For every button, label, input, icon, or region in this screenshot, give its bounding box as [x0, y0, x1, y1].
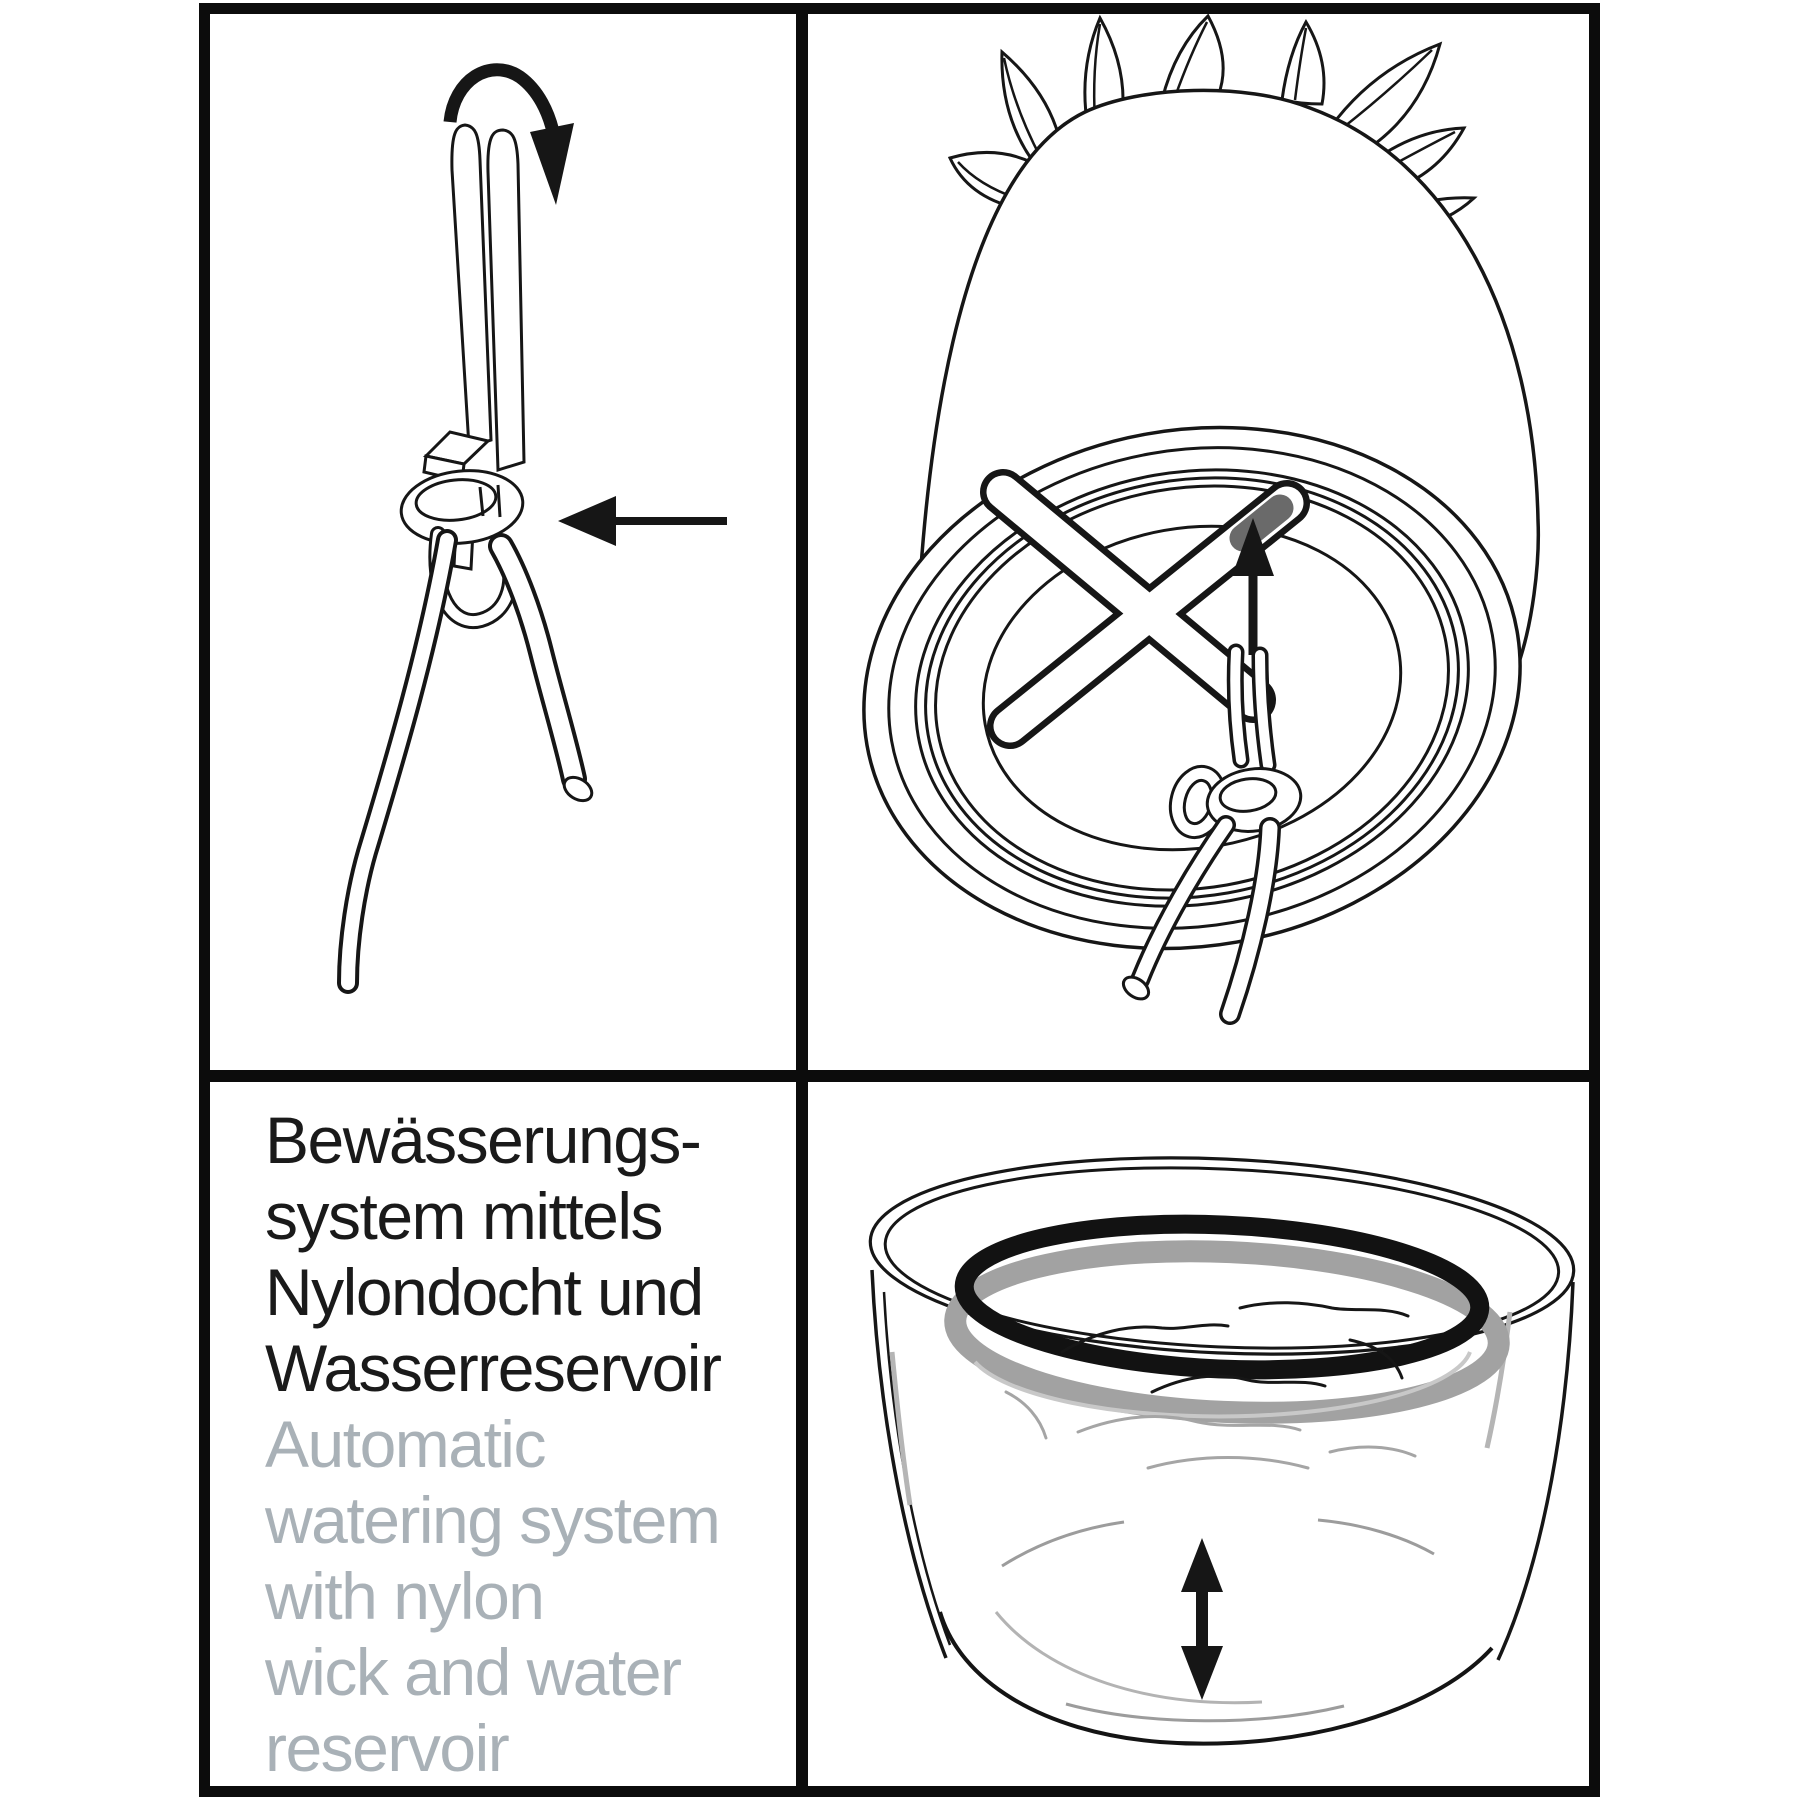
horizontal-divider: [199, 1070, 1600, 1082]
nylon-wick-folded: [452, 125, 524, 470]
caption-en-line: with nylon: [265, 1559, 544, 1633]
panel-caption: [210, 1082, 796, 1786]
caption-en-line: Automatic: [265, 1407, 545, 1481]
reservoir-drawing: [808, 1082, 1589, 1786]
caption-de-line: Bewässerungs-: [265, 1103, 701, 1177]
wick-loose-ends: [348, 540, 596, 983]
arrow-left-icon: [558, 496, 727, 546]
pot-drawing: [808, 14, 1589, 1070]
caption-de-line: Nylondocht und: [265, 1255, 703, 1329]
caption-en-line: wick and water: [265, 1635, 681, 1709]
vertical-divider: [796, 3, 808, 1797]
panel-reservoir: [808, 1082, 1589, 1786]
panel-wick-knot: [210, 14, 796, 1070]
panel-pot-bottom: [808, 14, 1589, 1070]
caption-block: [265, 1102, 785, 1786]
caption-en-line: watering system: [265, 1483, 720, 1557]
wick-knot-drawing: [210, 14, 796, 1070]
caption-de-line: Wasserreservoir: [265, 1331, 721, 1405]
reservoir-bottom: [940, 1520, 1492, 1744]
arrow-up-down-icon: [1181, 1538, 1223, 1700]
caption-en-line: reservoir: [265, 1711, 509, 1785]
caption-de-line: system mittels: [265, 1179, 663, 1253]
